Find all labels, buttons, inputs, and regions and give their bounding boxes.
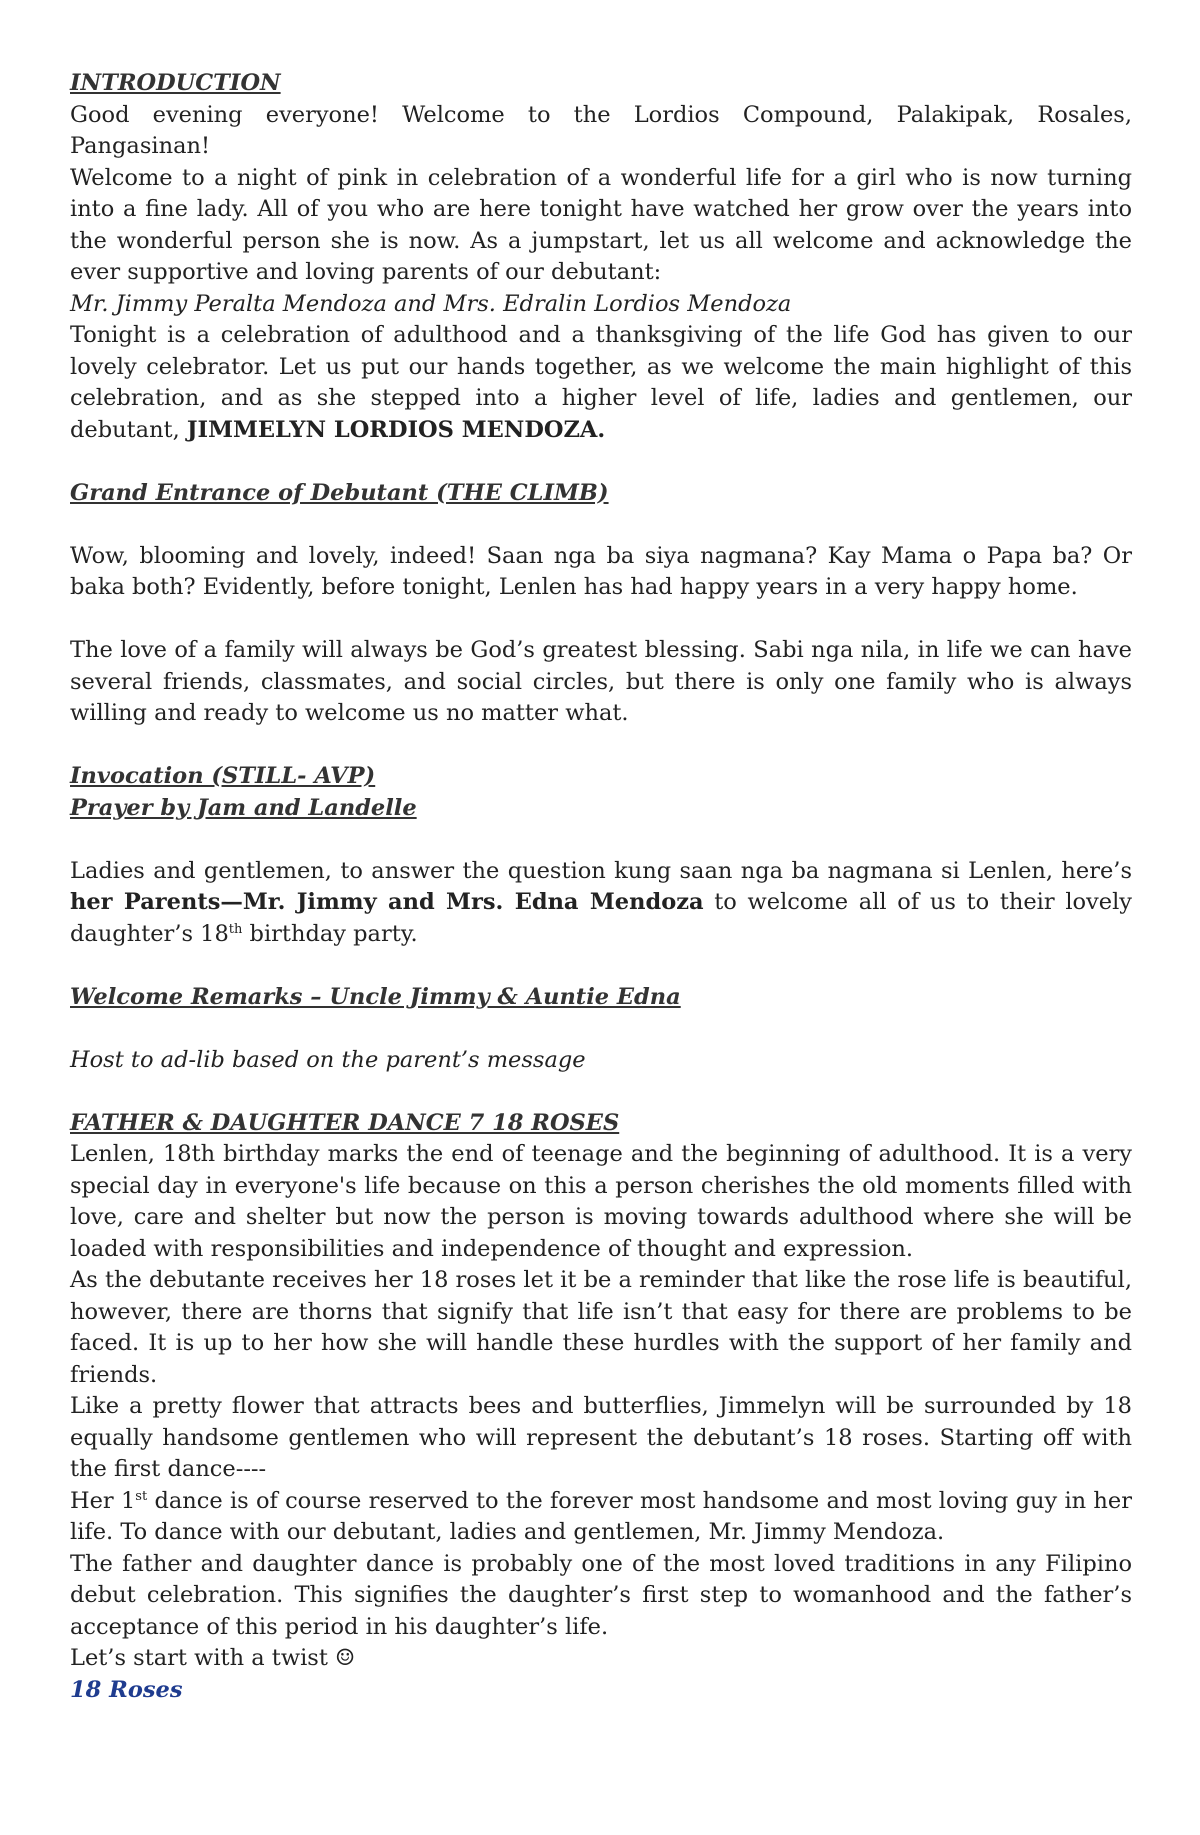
dance-paragraph-3: Like a pretty flower that attracts bees and butterflies, Jimmelyn will be surrounded by 18 equally handsome gentlemen who will represent the debutant’s 18 roses. Starting off with the first dance---- — [70, 1393, 1132, 1482]
intro-celebration-text: Tonight is a celebration of adulthood and a thanksgiving of the life God has given to our lovely celebrator. Let us put our hands together, as we welcome the main highlight of this celebration, and as she stepped into a higher level of life, ladies and gentlemen, our debutant, — [70, 322, 1132, 443]
dance-text-b: dance is of course reserved to the forever most handsome and most loving guy in her life. To dance with our debutant, ladies and gentlemen, Mr. Jimmy Mendoza. — [70, 1487, 1132, 1545]
entrance-paragraph-1: Wow, blooming and lovely, indeed! Saan nga ba siya nagmana? Kay Mama o Papa ba? Or baka both? Evidently, before tonight, Lenlen has had happy years in a very happy home. — [70, 542, 1132, 600]
prayer-heading: Prayer by Jam and Landelle — [70, 794, 417, 821]
dance-paragraph-4 — [70, 1486, 1132, 1549]
spacer — [70, 509, 1132, 541]
host-note: Host to ad-lib based on the parent’s message — [70, 1046, 586, 1073]
intro-heading: INTRODUCTION — [70, 70, 281, 96]
roses-heading: 18 Roses — [70, 1676, 183, 1703]
dance-paragraph-2: As the debutante receives her 18 roses let it be a reminder that like the rose life is beautiful, however, there are thorns that signify that life isn’t that easy for there are problems to be faced. It is up to her how she will handle these hurdles with the support of her family and friends. — [70, 1267, 1132, 1388]
intro-greeting: Good evening everyone! Welcome to the Lordios Compound, Palakipak, Rosales, Pangasinan! — [70, 101, 1132, 159]
document-page — [70, 68, 1132, 1706]
parents-names: Mr. Jimmy Peralta Mendoza and Mrs. Edralin Lordios Mendoza — [70, 290, 792, 317]
spacer — [70, 446, 1132, 478]
spacer — [70, 824, 1132, 856]
invocation-text-b: to welcome all of us to their lovely daughter’s 18 — [70, 889, 1132, 947]
spacer — [70, 604, 1132, 636]
dance-heading: FATHER & DAUGHTER DANCE 7 18 ROSES — [70, 1109, 620, 1136]
dance-paragraph-6: Let’s start with a twist ☺ — [70, 1645, 356, 1671]
dance-paragraph-1: Lenlen, 18th birthday marks the end of teenage and the beginning of adulthood. It is a very special day in everyone's life because on this a person cherishes the old moments filled with love, care and shelter but now the person is moving towards adulthood where she will be loaded with responsibilities and independence of thought and expression. — [70, 1141, 1132, 1262]
entrance-paragraph-2: The love of a family will always be God’s greatest blessing. Sabi nga nila, in life we can have several friends, classmates, and social circles, but there is only one family who is always willing and ready to welcome us no matter what. — [70, 637, 1132, 726]
invocation-text-a: Ladies and gentlemen, to answer the question kung saan nga ba nagmana si Lenlen, here’s — [70, 857, 1132, 884]
invocation-text-c: birthday party. — [242, 920, 418, 947]
intro-welcome-paragraph: Welcome to a night of pink in celebration of a wonderful life for a girl who is now turning into a fine lady. All of you who are here tonight have watched her grow over the years into the wonderful person she is now. As a jumpstart, let us all welcome and acknowledge the ever supportive and loving parents of our debutant: — [70, 164, 1132, 285]
spacer — [70, 730, 1132, 762]
invocation-heading: Invocation (STILL- AVP) — [70, 763, 376, 789]
spacer — [70, 950, 1132, 982]
dance-text-a: Her 1 — [70, 1487, 136, 1514]
ordinal-suffix: th — [228, 921, 243, 937]
welcome-heading: Welcome Remarks – Uncle Jimmy & Auntie Edna — [70, 983, 681, 1010]
debutant-name: JIMMELYN LORDIOS MENDOZA. — [186, 416, 606, 443]
dance-paragraph-5: The father and daughter dance is probably one of the most loved traditions in any Filipino debut celebration. This signifies the daughter’s first step to womanhood and the father’s acceptance of this period in his daughter’s life. — [70, 1550, 1132, 1640]
intro-celebration-paragraph — [70, 320, 1132, 446]
parents-bold: her Parents—Mr. Jimmy and Mrs. Edna Mendoza — [70, 889, 704, 915]
invocation-paragraph — [70, 856, 1132, 951]
spacer — [70, 1076, 1132, 1108]
ordinal-suffix: st — [135, 1488, 148, 1504]
entrance-heading: Grand Entrance of Debutant (THE CLIMB) — [70, 479, 609, 506]
spacer — [70, 1013, 1132, 1045]
